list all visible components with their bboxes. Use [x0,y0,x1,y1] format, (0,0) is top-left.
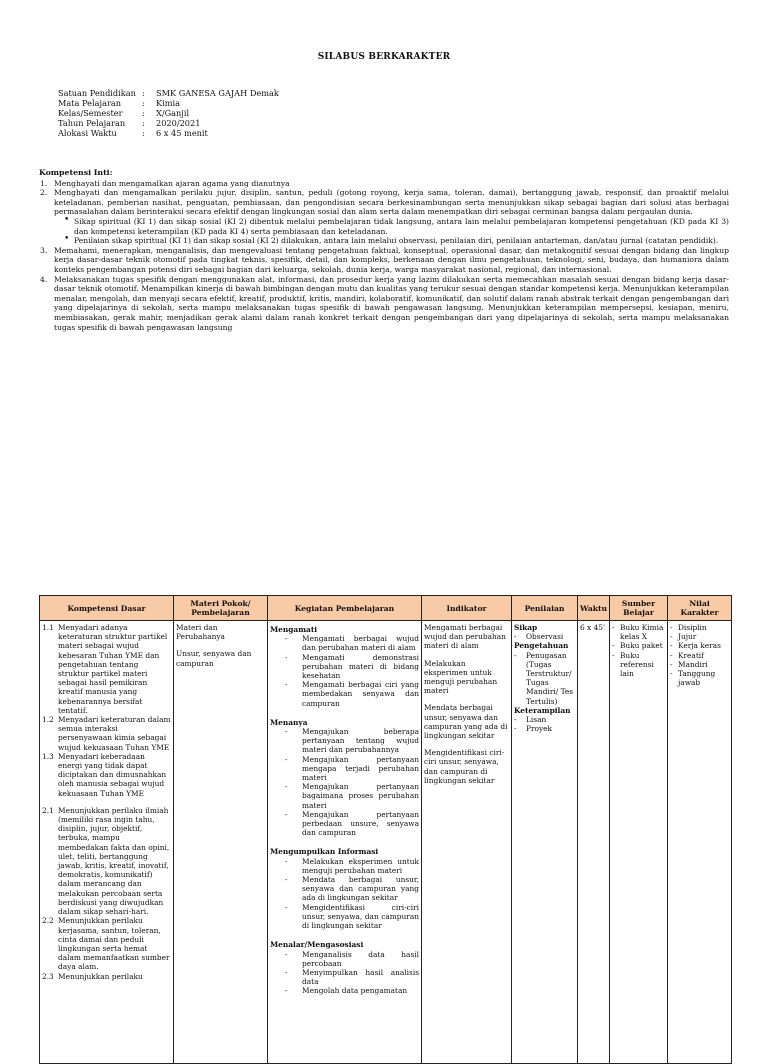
info-row [58,128,279,138]
ki-bullets [54,217,729,246]
assessment-heading: Sikap [514,623,538,632]
cell-kd [40,621,174,1064]
dash: - [285,949,288,959]
document-title: SILABUS BERKARAKTER [317,52,451,62]
ki-item: 4. Melaksanakan tugas spesifik dengan menggunakan alat, informasi, dan prosedur kerja yang lazim dilakukan serta memecahkan masalah sesuai dengan bidang kerja dasar-dasar teknik otomotif. Menampilkan kinerja di bawah bimbingan dengan mutu dan kualitas yang terukur sesuai dengan standar kompetensi kerja. Menunjukkan keterampilan menalar, mengolah, dan menyaji secara efektif, kreatif, produktif, kritis, mandiri, kolaboratif, komunikatif, dan solutif dalam ranah abstrak terkait dengan pengembangan dari yang dipelajarinya di sekolah, serta mampu melaksanakan tugas spesifik di bawah pengawasan langsung. Menunjukkan keterampilan mempersepsi, kesiapan, meniru, membiasakan, gerak mahir, menjadikan gerak alami dalam ranah konkret terkait dengan pengembangan dari yang dipelajarinya di sekolah, serta mampu melaksanakan tugas spesifik di bawah pengawasan langsung [40,274,729,332]
dash: - [670,623,673,632]
info-row [58,118,279,128]
header-sumber: Sumber Belajar [610,596,668,621]
header-kompetensi-dasar: Kompetensi Dasar [40,596,174,621]
activity-item [270,986,419,995]
header-kegiatan: Kegiatan Pembelajaran [268,596,422,621]
activity-text: Mengajukan pertanyaan bagaimana proses perubahan materi [302,782,419,810]
activity-text: Mengajukan pertanyaan mengapa terjadi perubahan materi [302,754,419,783]
cell-sumber [610,621,668,1064]
activity-heading: Mengamati [270,625,318,634]
assessment-text: Observasi [526,632,564,642]
source-item [612,641,665,650]
assessment-item [514,715,575,724]
source-text: Buku paket [620,641,663,651]
assessment-item [514,651,575,706]
header-materi: Materi Pokok/ Pembelajaran [174,596,268,621]
spacer [270,930,419,938]
character-value-text: Kreatif [678,650,704,660]
indicator-item: Melakukan eksperimen untuk menguji perubahan materi [424,658,498,696]
cell-indikator [422,621,512,1064]
spacer [270,996,419,1004]
character-value-item [670,641,729,650]
activity-item [270,857,419,875]
assessment-heading: Keterampilan [514,705,571,715]
dash: - [285,652,288,662]
assessment-heading: Pengetahuan [514,641,569,651]
dash: - [285,967,288,977]
info-value: 2020/2021 [156,118,201,128]
info-colon: : [142,108,145,118]
header-nilai: Nilai Karakter [668,596,732,621]
kd-item [42,623,171,715]
activity-text: Mengamati berbagai wujud dan perubahan materi di alam [302,634,419,653]
header-waktu: Waktu [578,596,610,621]
dash: - [285,782,288,792]
character-value-item [670,660,729,669]
source-text: Buku Kimia kelas X [620,623,664,642]
header-penilaian: Penilaian [512,596,578,621]
kd-text: Menunjukkan perilaku [58,971,143,981]
activity-item [270,950,419,968]
activity-item [270,653,419,681]
activity-text: Mengamati berbagai ciri yang membedakan senyawa dan campuran [302,680,419,708]
dash: - [285,727,288,737]
kd-text: Menunjukkan perilaku ilmiah (memiliki rasa ingin tahu, disiplin, jujur, objektif, terbuka, mampu membedakan fakta dan opini, ulet, teliti, bertanggung jawab, kritis, kreatif, inovatif, demokratis, komunikatif) dalam merancang dan melakukan percobaan serta berdiskusi yang diwujudkan dalam sikap sehari-hari. [58,805,170,917]
identity-block [58,88,279,138]
info-label: Mata Pelajaran [58,98,122,108]
dash: - [514,715,517,725]
spacer [270,837,419,845]
cell-nilai [668,621,732,1064]
activity-item [270,875,419,903]
dash: - [514,650,517,660]
cell-waktu: 6 x 45' [578,621,610,1064]
assessment-text: Penugasan (Tugas Terstruktur/ Tugas Mandiri/ Tes Tertulis) [526,650,574,706]
dash: - [285,856,288,866]
assessment-text: Proyek [526,724,552,734]
info-label: Kelas/Semester [58,108,123,118]
kd-text: Menyadari keteraturan dalam semua interaksi persenyawaan kimia sebagai wujud kekuasaan Tuhan YME [58,715,171,752]
table-header-row [40,596,732,621]
activity-item [270,968,419,986]
character-value-text: Disiplin [678,623,707,632]
kd-item [42,972,171,981]
activity-text: Mengidentifikasi ciri-ciri unsur, senyawa, dan campuran di lingkungan sekitar [302,902,419,931]
character-value-text: Mandiri [678,659,708,669]
indicator-item: Mengamati berbagai wujud dan perubahan materi di alam [424,623,506,651]
kd-number: 1.3 [42,751,54,761]
character-value-item [670,623,729,632]
dash: - [285,902,288,912]
activity-item [270,810,419,838]
spacer [270,708,419,716]
source-item [612,623,665,641]
table-row [40,621,732,1064]
dash: - [285,634,288,644]
kd-number: 2.1 [42,805,54,815]
info-value: X/Ganjil [156,108,190,118]
ki-item: 2. Menghayati dan mengamalkan perilaku jujur, disiplin, santun, peduli (gotong royong, kerja sama, toleran, damai), bertanggung jawab, responsif, dan proaktif melalui keteladanan, pemberian nasihat, penguatan, pembiasaan, dan pengondisian secara berkesinambungan serta menunjukkan sikap sebagai bagian dari solusi atas berbagai permasalahan dalam berinteraksi secara efektif dengan lingkungan sosial dan alam serta dalam menempatkan diri sebagai cerminan bangsa dalam pergaulan dunia. • Sikap spiritual (KI 1) dan sikap sosial (KI 2) dibentuk melalui pembelajaran tidak langsung, antara lain melalui pembelajaran kompetensi pengetahuan (KD pada KI 3) dan kompetensi keterampilan (KD pada KI 4) serta pembiasaan dan keteladanan. • Penilaian sikap spiritual (KI 1) dan sikap sosial (KI 2) dilakukan, antara lain melalui observasi, penilaian diri, penilaian antarteman, dan/atau jurnal (catatan pendidik). [39,188,729,246]
info-label: Satuan Pendidikan [58,88,136,98]
character-value-text: Jujur [678,632,697,642]
info-label: Tahun Pelajaran [58,118,126,128]
ki-item: 1. Menghayati dan mengamalkan ajaran agama yang dianutnya [40,178,290,188]
kd-item [42,715,171,752]
dash: - [285,680,288,690]
activity-heading: Menalar/Mengasosiasi [270,940,364,950]
kd-text: Menyadari adanya keteraturan struktur partikel materi sebagai wujud kebesaran Tuhan YME dan pengetahuan tentang struktur partikel materi sebagai hasil pemikiran kreatif manusia yang kebenarannya bersifat tentatif. [58,623,168,715]
ki-heading: Kompetensi Inti: [39,168,113,177]
dash: - [670,650,673,660]
activity-text: Mengamati demonstrasi perubahan materi di bidang kesehatan [302,652,419,681]
dash: - [670,669,673,679]
character-value-item [670,651,729,660]
dash: - [514,632,517,642]
header-indikator: Indikator [422,596,512,621]
kd-text: Menyadari keberadaan energi yang tidak dapat diciptakan dan dimusnahkan oleh manusia sebagai wujud kekuasaan Tuhan YME [58,751,167,798]
activity-text: Mengajukan beberapa pertanyaan tentang wujud materi dan perubahannya [302,727,419,755]
activity-heading: Menanya [270,717,308,727]
cell-penilaian [512,621,578,1064]
dash: - [670,632,673,642]
dash: - [285,986,288,996]
ki-bullet: • Sikap spiritual (KI 1) dan sikap sosial (KI 2) dibentuk melalui pembelajaran tidak langsung, antara lain melalui pembelajaran kompetensi pengetahuan (KD pada KI 3) dan kompetensi keterampilan (KD pada KI 4) serta pembiasaan dan keteladanan. [64,217,729,236]
info-colon: : [142,118,145,128]
indicator-item: Mengidentifikasi ciri-ciri unsur, senyawa, dan campuran di lingkungan sekitar [424,748,505,785]
dash: - [285,875,288,885]
activity-item [270,727,419,755]
kd-number: 1.2 [42,715,54,725]
dash: - [514,724,517,734]
assessment-item [514,632,575,641]
activity-text: Menyimpulkan hasil analisis data [302,967,419,987]
kd-text: Menunjukkan perilaku kerjasama, santun, toleran, cinta damai dan peduli lingkungan serta hemat dalam memanfaatkan sumber daya alam. [58,916,170,972]
activity-item [270,755,419,783]
kd-number: 2.2 [42,916,54,926]
activity-item [270,782,419,810]
character-value-text: Kerja keras [678,641,721,651]
dash: - [612,650,615,660]
ki-list [39,179,729,333]
activity-text: Mengolah data pengamatan [302,986,408,996]
activity-item [270,634,419,652]
info-row [58,108,279,118]
info-value: SMK GANESA GAJAH Demak [156,88,279,98]
kd-number: 1.1 [42,623,54,632]
kd-number: 2.3 [42,971,54,981]
activity-text: Melakukan eksperimen untuk menguji perubahan materi [302,856,419,875]
source-item [612,651,665,679]
ki-bullet: • Penilaian sikap spiritual (KI 1) dan sikap sosial (KI 2) dilakukan, antara lain melalui observasi, penilaian diri, penilaian antarteman, dan/atau jurnal (catatan pendidik). [64,236,729,246]
info-colon: : [142,88,145,98]
info-value: 6 x 45 menit [156,128,208,138]
info-value: Kimia [156,98,180,108]
activity-item [270,903,419,931]
syllabus-table [39,595,732,1064]
info-row [58,88,279,98]
dash: - [612,623,615,632]
character-value-item [670,632,729,641]
cell-kegiatan [268,621,422,1064]
info-row [58,98,279,108]
kd-item [42,806,171,916]
dash: - [285,754,288,764]
info-label: Alokasi Waktu [58,128,117,138]
ki-item: 3. Memahami, menerapkan, menganalisis, dan mengevaluasi tentang pengetahuan faktual, konseptual, operasional dasar, dan metakognitif sesuai dengan bidang dan lingkup kerja dasar-dasar teknik otomotif pada tingkat teknis, spesifik, detail, dan kompleks, berkenaan dengan ilmu pengetahuan, teknologi, seni, budaya, dan humaniora dalam konteks pengembangan potensi diri sebagai bagian dari keluarga, sekolah, dunia kerja, warga masyarakat nasional, regional, dan internasional. [40,245,729,274]
source-text: Buku referensi lain [620,650,654,679]
kd-item [42,752,171,798]
spacer [42,798,171,806]
info-colon: : [142,128,145,138]
assessment-text: Lisan [526,715,547,725]
kd-item [42,916,171,971]
materi-item: Unsur, senyawa dan campuran [176,649,252,668]
dash: - [612,641,615,651]
assessment-item [514,724,575,733]
activity-text: Menganalisis data hasil percobaan [302,949,419,968]
character-value-text: Tanggung jawab [678,669,716,688]
character-value-item [670,669,729,687]
cell-materi [174,621,268,1064]
activity-text: Mengajukan pertanyaan perbedaan unsure, senyawa dan campuran [302,809,419,838]
dash: - [285,809,288,819]
info-colon: : [142,98,145,108]
indicator-item: Mendata berbagai unsur, senyawa dan campuran yang ada di lingkungan sekitar [424,703,508,741]
activity-text: Mendata berbagai unsur, senyawa dan campuran yang ada di lingkungan sekitar [302,875,419,903]
kompetensi-inti [39,168,729,332]
dash: - [670,641,673,651]
materi-item: Materi dan Perubahanya [176,623,225,642]
activity-heading: Mengumpulkan Informasi [270,847,379,857]
dash: - [670,659,673,669]
activity-item [270,680,419,708]
